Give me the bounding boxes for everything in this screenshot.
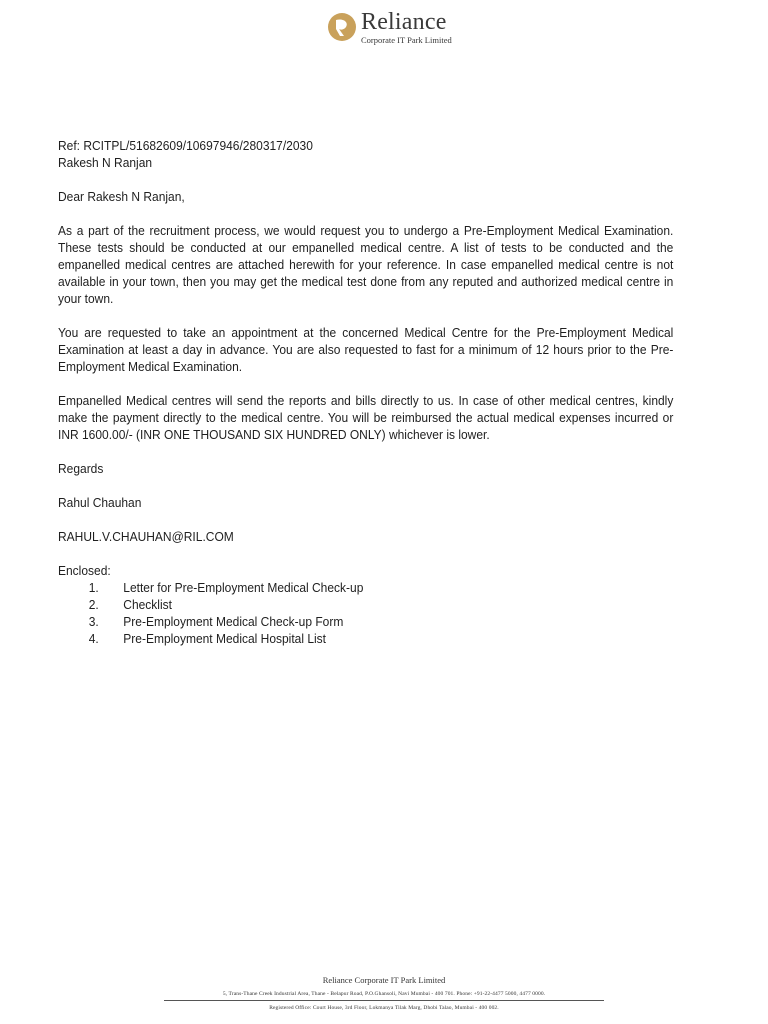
enclosure-text: Pre-Employment Medical Hospital List	[123, 632, 327, 646]
footer-registered-office: Registered Office: Court House, 3rd Floor, Lokmanya Tilak Marg, Dhobi Talao, Mumbai - 400 002.	[269, 1005, 499, 1011]
footer-company-name: Reliance Corporate IT Park Limited	[322, 975, 446, 985]
salutation: Dear Rakesh N Ranjan,	[58, 190, 185, 204]
signatory-email: RAHUL.V.CHAUHAN@RIL.COM	[58, 530, 234, 544]
footer-address: 5, Trans-Thane Creek Industrial Area, Thane - Belapur Road, P.O.Ghansoli, Navi Mumbai - 400 701. Phone: +91-22-4477 5000, 4477 0000.	[222, 991, 546, 997]
enclosure-number: 1.	[88, 581, 99, 595]
logo-name: Reliance	[361, 9, 447, 35]
reliance-logo-icon	[327, 12, 357, 42]
list-item	[58, 631, 673, 648]
reference-number: Ref: RCITPL/51682609/10697946/280317/2030	[58, 139, 313, 153]
letter-body	[58, 138, 673, 648]
enclosure-number: 2.	[88, 598, 99, 612]
logo-wordmark	[361, 10, 452, 45]
paragraph-appointment: You are requested to take an appointment at the concerned Medical Centre for the Pre-Employment Medical Examination at least a day in advance. You are also requested to fast for a minimum of 12 hours prior to the Pre-Employment Medical Examination.	[58, 326, 674, 374]
enclosure-text: Checklist	[123, 598, 172, 612]
list-item	[58, 614, 673, 631]
list-item	[58, 580, 673, 597]
list-item	[58, 597, 673, 614]
enclosure-text: Pre-Employment Medical Check-up Form	[123, 615, 344, 629]
footer-divider	[164, 1000, 604, 1001]
logo-subtitle: Corporate IT Park Limited	[361, 35, 452, 45]
paragraph-reimbursement: Empanelled Medical centres will send the reports and bills directly to us. In case of other medical centres, kindly make the payment directly to the medical centre. You will be reimbursed the actual medical expenses incurred or INR 1600.00/- (INR ONE THOUSAND SIX HUNDRED ONLY) whichever is lower.	[58, 394, 674, 442]
closing: Regards	[58, 462, 104, 476]
enclosure-number: 4.	[88, 632, 99, 646]
enclosure-text: Letter for Pre-Employment Medical Check-up	[123, 581, 364, 595]
signatory-name: Rahul Chauhan	[58, 496, 142, 510]
letter-footer	[0, 975, 768, 1011]
company-logo	[327, 10, 452, 45]
enclosure-number: 3.	[88, 615, 99, 629]
enclosures-list	[58, 580, 673, 648]
paragraph-medical-exam: As a part of the recruitment process, we would request you to undergo a Pre-Employment Medical Examination. These tests should be conducted at our empanelled medical centre. A list of tests to be conducted and the empanelled medical centres are attached herewith for your reference. In case empanelled medical centre is not available in your town, then you may get the medical test done from any reputed and authorized medical centre in your town.	[58, 224, 674, 306]
recipient-name: Rakesh N Ranjan	[58, 156, 153, 170]
enclosed-label: Enclosed:	[58, 564, 111, 578]
